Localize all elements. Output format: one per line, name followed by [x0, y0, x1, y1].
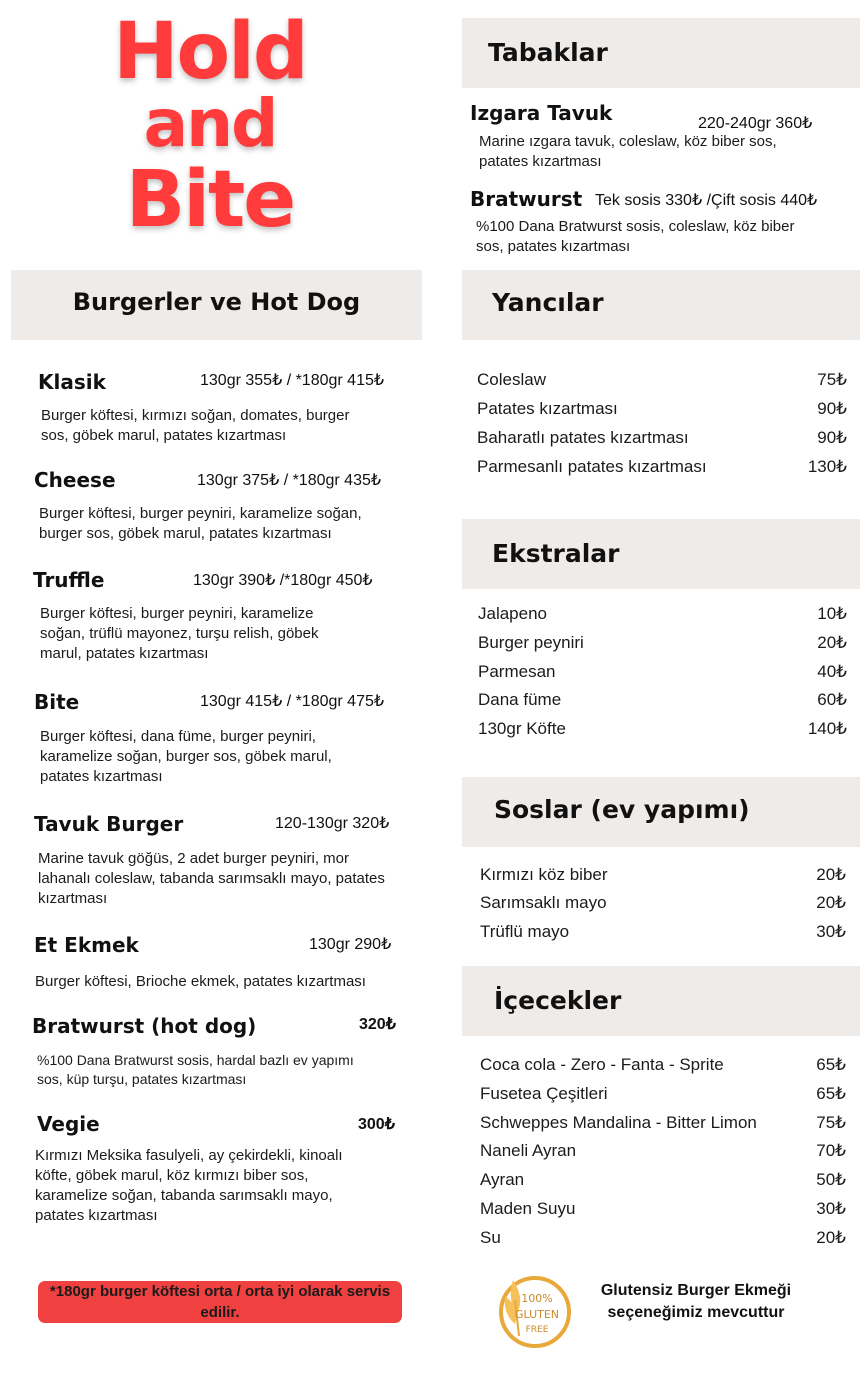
item-name: Coca cola - Zero - Fanta - Sprite: [480, 1055, 724, 1074]
item-name: Maden Suyu: [480, 1199, 576, 1218]
item-price: 130gr 290₺: [309, 936, 392, 953]
list-item: [478, 662, 847, 682]
item-name: Tavuk Burger: [34, 812, 184, 836]
item-price: 90₺: [817, 399, 847, 418]
item-name: Ayran: [480, 1170, 525, 1189]
item-name: Bite: [34, 690, 80, 714]
item-price: 30₺: [816, 1199, 846, 1218]
item-price: 90₺: [817, 428, 847, 447]
item-price: 130gr 390₺ /*180gr 450₺: [193, 572, 373, 589]
item-price: 130gr 415₺ / *180gr 475₺: [200, 693, 385, 710]
list-item: [480, 1113, 846, 1133]
item-price: 130gr 375₺ / *180gr 435₺: [197, 472, 382, 489]
item-name: Kırmızı köz biber: [480, 865, 608, 884]
section-ekstralar-title: Ekstralar: [492, 539, 620, 568]
item-name: Schweppes Mandalina - Bitter Limon: [480, 1113, 757, 1132]
item-desc: Burger köftesi, dana füme, burger peyniri, karamelize soğan, burger sos, göbek marul, patates kızartması: [40, 728, 332, 785]
item-name: Bratwurst: [470, 187, 583, 211]
item-name: Burger peyniri: [478, 633, 584, 652]
gluten-free-text: Glutensiz Burger Ekmeği seçeneğimiz mevcuttur: [600, 1282, 792, 1321]
list-item: [477, 457, 847, 477]
item-name: Izgara Tavuk: [470, 101, 613, 125]
item-name: Coleslaw: [477, 370, 546, 389]
section-ekstralar-header: [462, 519, 860, 589]
item-price: 120-130gr 320₺: [275, 815, 390, 832]
item-desc: Burger köftesi, burger peyniri, karamelize soğan, trüflü mayonez, turşu relish, göbek marul, patates kızartması: [40, 605, 319, 662]
item-desc: Marine tavuk göğüs, 2 adet burger peyniri, mor lahanalı coleslaw, tabanda sarımsaklı mayo, patates kızartması: [38, 850, 385, 907]
list-item: [480, 922, 846, 942]
item-desc: %100 Dana Bratwurst sosis, coleslaw, köz biber sos, patates kızartması: [476, 218, 795, 255]
item-name: Cheese: [34, 468, 116, 492]
item-name: Truffle: [33, 568, 105, 592]
item-name: Parmesanlı patates kızartması: [477, 457, 707, 476]
item-name: Patates kızartması: [477, 399, 618, 418]
item-name: Et Ekmek: [34, 933, 139, 957]
item-desc: Burger köftesi, burger peyniri, karamelize soğan, burger sos, göbek marul, patates kızartması: [39, 505, 362, 542]
item-price: 70₺: [816, 1141, 846, 1160]
item-desc: Burger köftesi, Brioche ekmek, patates kızartması: [35, 973, 366, 990]
section-tabaklar-title: Tabaklar: [488, 38, 608, 67]
item-desc: Burger köftesi, kırmızı soğan, domates, burger sos, göbek marul, patates kızartması: [41, 407, 350, 444]
item-price: Tek sosis 330₺ /Çift sosis 440₺: [595, 192, 818, 209]
item-name: Vegie: [37, 1112, 100, 1136]
section-burgers-header: [11, 270, 422, 340]
item-desc: Marine ızgara tavuk, coleslaw, köz biber sos, patates kızartması: [479, 133, 777, 170]
item-name: Dana füme: [478, 690, 562, 709]
list-item: [480, 1055, 846, 1075]
item-price: 220-240gr 360₺: [698, 115, 813, 132]
item-price: 75₺: [816, 1113, 846, 1132]
list-item: [478, 633, 847, 653]
wheat-icon: [495, 1270, 571, 1350]
item-price: 20₺: [816, 1228, 846, 1247]
section-yancilar-header: [462, 270, 860, 340]
list-item: [480, 1199, 846, 1219]
item-price: 10₺: [817, 604, 847, 623]
list-item: [477, 370, 847, 390]
list-item: [480, 1170, 846, 1190]
item-price: 140₺: [807, 719, 847, 738]
item-price: 65₺: [816, 1055, 846, 1074]
item-price: 50₺: [816, 1170, 846, 1189]
badge-text-1: 100%: [521, 1292, 553, 1305]
item-name: Klasik: [38, 370, 106, 394]
item-price: 65₺: [816, 1084, 846, 1103]
list-item: [477, 428, 847, 448]
section-yancilar-title: Yancılar: [492, 288, 604, 317]
section-soslar-title: Soslar (ev yapımı): [494, 795, 750, 824]
item-price: 60₺: [817, 690, 847, 709]
item-desc: %100 Dana Bratwurst sosis, hardal bazlı ev yapımı sos, küp turşu, patates kızartması: [37, 1052, 354, 1087]
item-price: 20₺: [816, 893, 846, 912]
list-item: [480, 1228, 846, 1248]
item-name: Sarımsaklı mayo: [480, 893, 607, 912]
item-price: 20₺: [817, 633, 847, 652]
gluten-free-badge: [495, 1270, 571, 1350]
item-name: Trüflü mayo: [480, 922, 570, 941]
item-name: Bratwurst (hot dog): [32, 1014, 257, 1038]
item-price: 130₺: [807, 457, 847, 476]
list-item: [478, 719, 847, 739]
item-name: Su: [480, 1228, 501, 1247]
item-price: 20₺: [816, 865, 846, 884]
list-item: [480, 1084, 846, 1104]
section-burgers-title: Burgerler ve Hot Dog: [72, 288, 361, 316]
item-price: 30₺: [816, 922, 846, 941]
doneness-note: *180gr burger köftesi orta / orta iyi olarak servis edilir.: [38, 1281, 402, 1323]
item-price: 130gr 355₺ / *180gr 415₺: [200, 372, 385, 389]
item-price: 40₺: [817, 662, 847, 681]
item-name: Jalapeno: [478, 604, 548, 623]
logo-hold: Hold: [113, 7, 307, 97]
list-item: [480, 893, 846, 913]
badge-text-2: GLUTEN: [514, 1308, 560, 1321]
item-price: 75₺: [817, 370, 847, 389]
item-name: Baharatlı patates kızartması: [477, 428, 689, 447]
badge-text-3: FREE: [525, 1325, 549, 1335]
section-tabaklar-header: [462, 18, 860, 88]
section-icecekler-header: [462, 966, 860, 1036]
item-name: 130gr Köfte: [478, 719, 566, 738]
logo-and: and: [143, 85, 277, 162]
list-item: [480, 865, 846, 885]
item-name: Parmesan: [478, 662, 556, 681]
item-name: Naneli Ayran: [480, 1141, 577, 1160]
list-item: [478, 690, 847, 710]
section-soslar-header: [462, 777, 860, 847]
list-item: [480, 1141, 846, 1161]
logo-bite: Bite: [125, 155, 295, 245]
list-item: [477, 399, 847, 419]
item-price: 300₺: [358, 1116, 395, 1133]
item-price: 320₺: [359, 1016, 396, 1033]
item-name: Fusetea Çeşitleri: [480, 1084, 608, 1103]
list-item: [478, 604, 847, 624]
section-icecekler-title: İçecekler: [494, 986, 622, 1015]
item-desc: Kırmızı Meksika fasulyeli, ay çekirdekli, kinoalı köfte, göbek marul, köz kırmızı biber sos, karamelize soğan, tabanda sarımsaklı mayo, patates kızartması: [35, 1147, 343, 1224]
